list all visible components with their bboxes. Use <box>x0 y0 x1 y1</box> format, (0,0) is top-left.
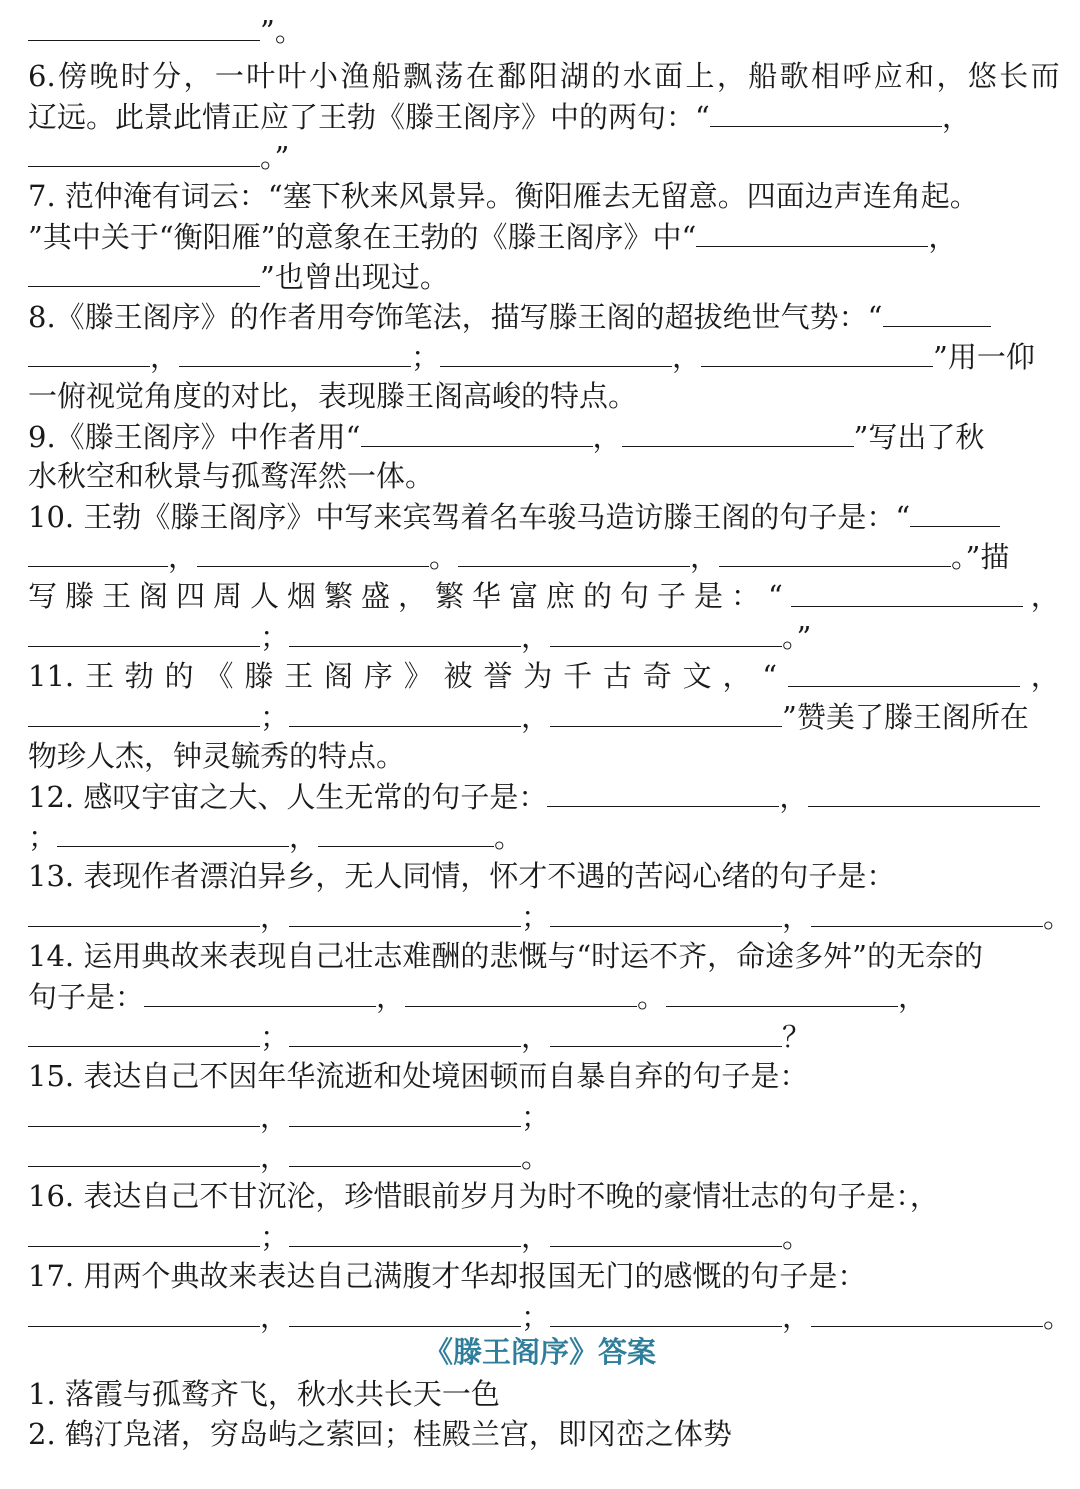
answer-blank[interactable] <box>289 1136 521 1167</box>
answer-blank[interactable] <box>28 696 260 727</box>
question-13-line-1: 13. 表现作者漂泊异乡，无人同情，怀才不遇的苦闷心绪的句子是： <box>28 859 896 893</box>
answer-blank[interactable] <box>179 336 411 367</box>
answer-blank[interactable] <box>28 1216 260 1247</box>
question-12-line-1: 12. 感叹宇宙之大、人生无常的句子是： ， <box>28 776 1060 816</box>
answer-blank[interactable] <box>701 336 933 367</box>
answer-blank[interactable] <box>28 10 260 41</box>
question-14-line-2: 句子是： ， 。 ， <box>28 976 1060 1016</box>
question-6-line-1: 6. 傍 晚 时 分 ， 一 叶 叶 小 渔 船 飘 荡 在 鄱 阳 湖 的 水 面 上 ， 船 歌 相 呼 应 和 ， 悠 长 而 <box>28 59 1060 93</box>
answer-blank[interactable] <box>28 256 260 287</box>
answer-blank[interactable] <box>883 296 991 327</box>
question-10-line-2: ， 。 ， 。”描 <box>28 536 1060 576</box>
answer-blank[interactable] <box>28 536 168 567</box>
question-7-line-1: 7. 范仲淹有词云：“塞下秋来风景异。衡阳雁去无留意。四面边声连角起。 <box>28 179 979 213</box>
answer-blank[interactable] <box>405 976 637 1007</box>
question-15-line-1: 15. 表达自己不因年华流逝和处境困顿而自暴自弃的句子是： <box>28 1059 809 1093</box>
question-14-line-3: ； ， ？ <box>28 1016 1060 1056</box>
answer-blank[interactable] <box>710 96 942 127</box>
answer-blank[interactable] <box>811 896 1043 927</box>
answer-blank[interactable] <box>791 576 1023 607</box>
answer-blank[interactable] <box>144 976 376 1007</box>
answer-blank[interactable] <box>289 896 521 927</box>
answer-blank[interactable] <box>289 696 521 727</box>
question-13-line-2: ， ； ， 。 <box>28 896 1060 936</box>
answer-blank[interactable] <box>550 1016 782 1047</box>
answer-blank[interactable] <box>197 536 429 567</box>
answer-heading: 《滕王阁序》答案 <box>423 1335 656 1369</box>
answer-1: 1. 落霞与孤鹜齐飞，秋水共长天一色 <box>28 1377 500 1411</box>
answer-blank[interactable] <box>28 1296 260 1327</box>
question-9-line-1: 9.《滕王阁序》中作者用“ ， ”写出了秋 <box>28 416 1060 456</box>
question-16-line-2: ； ， 。 <box>28 1216 1060 1256</box>
question-7-line-3: ”也曾出现过。 <box>28 256 1060 296</box>
question-10-line-4: ； ， 。” <box>28 616 1060 656</box>
question-7-line-2: ”其中关于“衡阳雁”的意象在王勃的《滕王阁序》中“ ， <box>28 216 1060 256</box>
answer-blank[interactable] <box>28 896 260 927</box>
answer-blank[interactable] <box>361 416 593 447</box>
answer-blank[interactable] <box>289 1096 521 1127</box>
question-12-line-2: ； ， 。 <box>28 816 1060 856</box>
question-8-line-1: 8.《滕王阁序》的作者用夸饰笔法，描写滕王阁的超拔绝世气势：“ <box>28 296 1060 336</box>
answer-blank[interactable] <box>550 1216 782 1247</box>
question-15-line-2: ， ； <box>28 1096 1060 1136</box>
answer-blank[interactable] <box>28 136 260 167</box>
question-8-line-2: ， ； ， ”用一仰 <box>28 336 1060 376</box>
answer-blank[interactable] <box>719 536 951 567</box>
answer-blank[interactable] <box>318 816 494 847</box>
answer-blank[interactable] <box>289 1216 521 1247</box>
question-6-line-2: 辽远。此景此情正应了王勃《滕王阁序》中的两句：“ ， <box>28 96 1060 136</box>
question-11-line-3: 物珍人杰，钟灵毓秀的特点。 <box>28 739 406 773</box>
question-17-line-2: ， ； ， 。 <box>28 1296 1060 1336</box>
question-11-line-1: 11. 王 勃 的 《 滕 王 阁 序 》 被 誉 为 千 古 奇 文 ， “ ， <box>28 656 1060 696</box>
answer-blank[interactable] <box>440 336 672 367</box>
answer-blank[interactable] <box>289 1016 521 1047</box>
answer-blank[interactable] <box>289 1296 521 1327</box>
answer-blank[interactable] <box>550 1296 782 1327</box>
answer-blank[interactable] <box>788 656 1020 687</box>
answer-blank[interactable] <box>547 776 779 807</box>
question-16-line-1: 16. 表达自己不甘沉沦，珍惜眼前岁月为时不晚的豪情壮志的句子是：， <box>28 1179 939 1213</box>
question-10-line-3: 写 滕 王 阁 四 周 人 烟 繁 盛 ， 繁 华 富 庶 的 句 子 是 ： “ ， <box>28 576 1060 616</box>
answer-blank[interactable] <box>550 616 782 647</box>
answer-blank[interactable] <box>57 816 289 847</box>
question-8-line-3: 一俯视觉角度的对比，表现滕王阁高峻的特点。 <box>28 379 638 413</box>
answer-blank[interactable] <box>811 1296 1043 1327</box>
answer-blank[interactable] <box>28 1016 260 1047</box>
question-14-line-1: 14. 运用典故来表现自己壮志难酬的悲慨与“时运不齐，命途多舛”的无奈的 <box>28 939 983 973</box>
question-15-line-3: ， 。 <box>28 1136 1060 1176</box>
question-6-line-3: 。” <box>28 136 1060 176</box>
question-17-line-1: 17. 用两个典故来表达自己满腹才华却报国无门的感慨的句子是： <box>28 1259 867 1293</box>
text-line <box>28 10 1060 50</box>
answer-blank[interactable] <box>550 896 782 927</box>
answer-blank[interactable] <box>696 216 928 247</box>
answer-blank[interactable] <box>910 496 1000 527</box>
answer-blank[interactable] <box>808 776 1040 807</box>
answer-blank[interactable] <box>28 1096 260 1127</box>
text-fragment: ”。 <box>260 14 304 48</box>
question-9-line-2: 水秋空和秋景与孤鹜浑然一体。 <box>28 459 435 493</box>
answer-blank[interactable] <box>28 336 150 367</box>
answer-blank[interactable] <box>289 616 521 647</box>
answer-blank[interactable] <box>28 616 260 647</box>
answer-blank[interactable] <box>550 696 782 727</box>
answer-blank[interactable] <box>28 1136 260 1167</box>
answer-blank[interactable] <box>666 976 898 1007</box>
answer-blank[interactable] <box>458 536 690 567</box>
question-10-line-1: 10. 王勃《滕王阁序》中写来宾驾着名车骏马造访滕王阁的句子是：“ <box>28 496 1060 536</box>
answer-2: 2. 鹤汀凫渚，穷岛屿之萦回；桂殿兰宫，即冈峦之体势 <box>28 1417 732 1451</box>
answer-blank[interactable] <box>622 416 854 447</box>
question-11-line-2: ； ， ”赞美了滕王阁所在 <box>28 696 1060 736</box>
